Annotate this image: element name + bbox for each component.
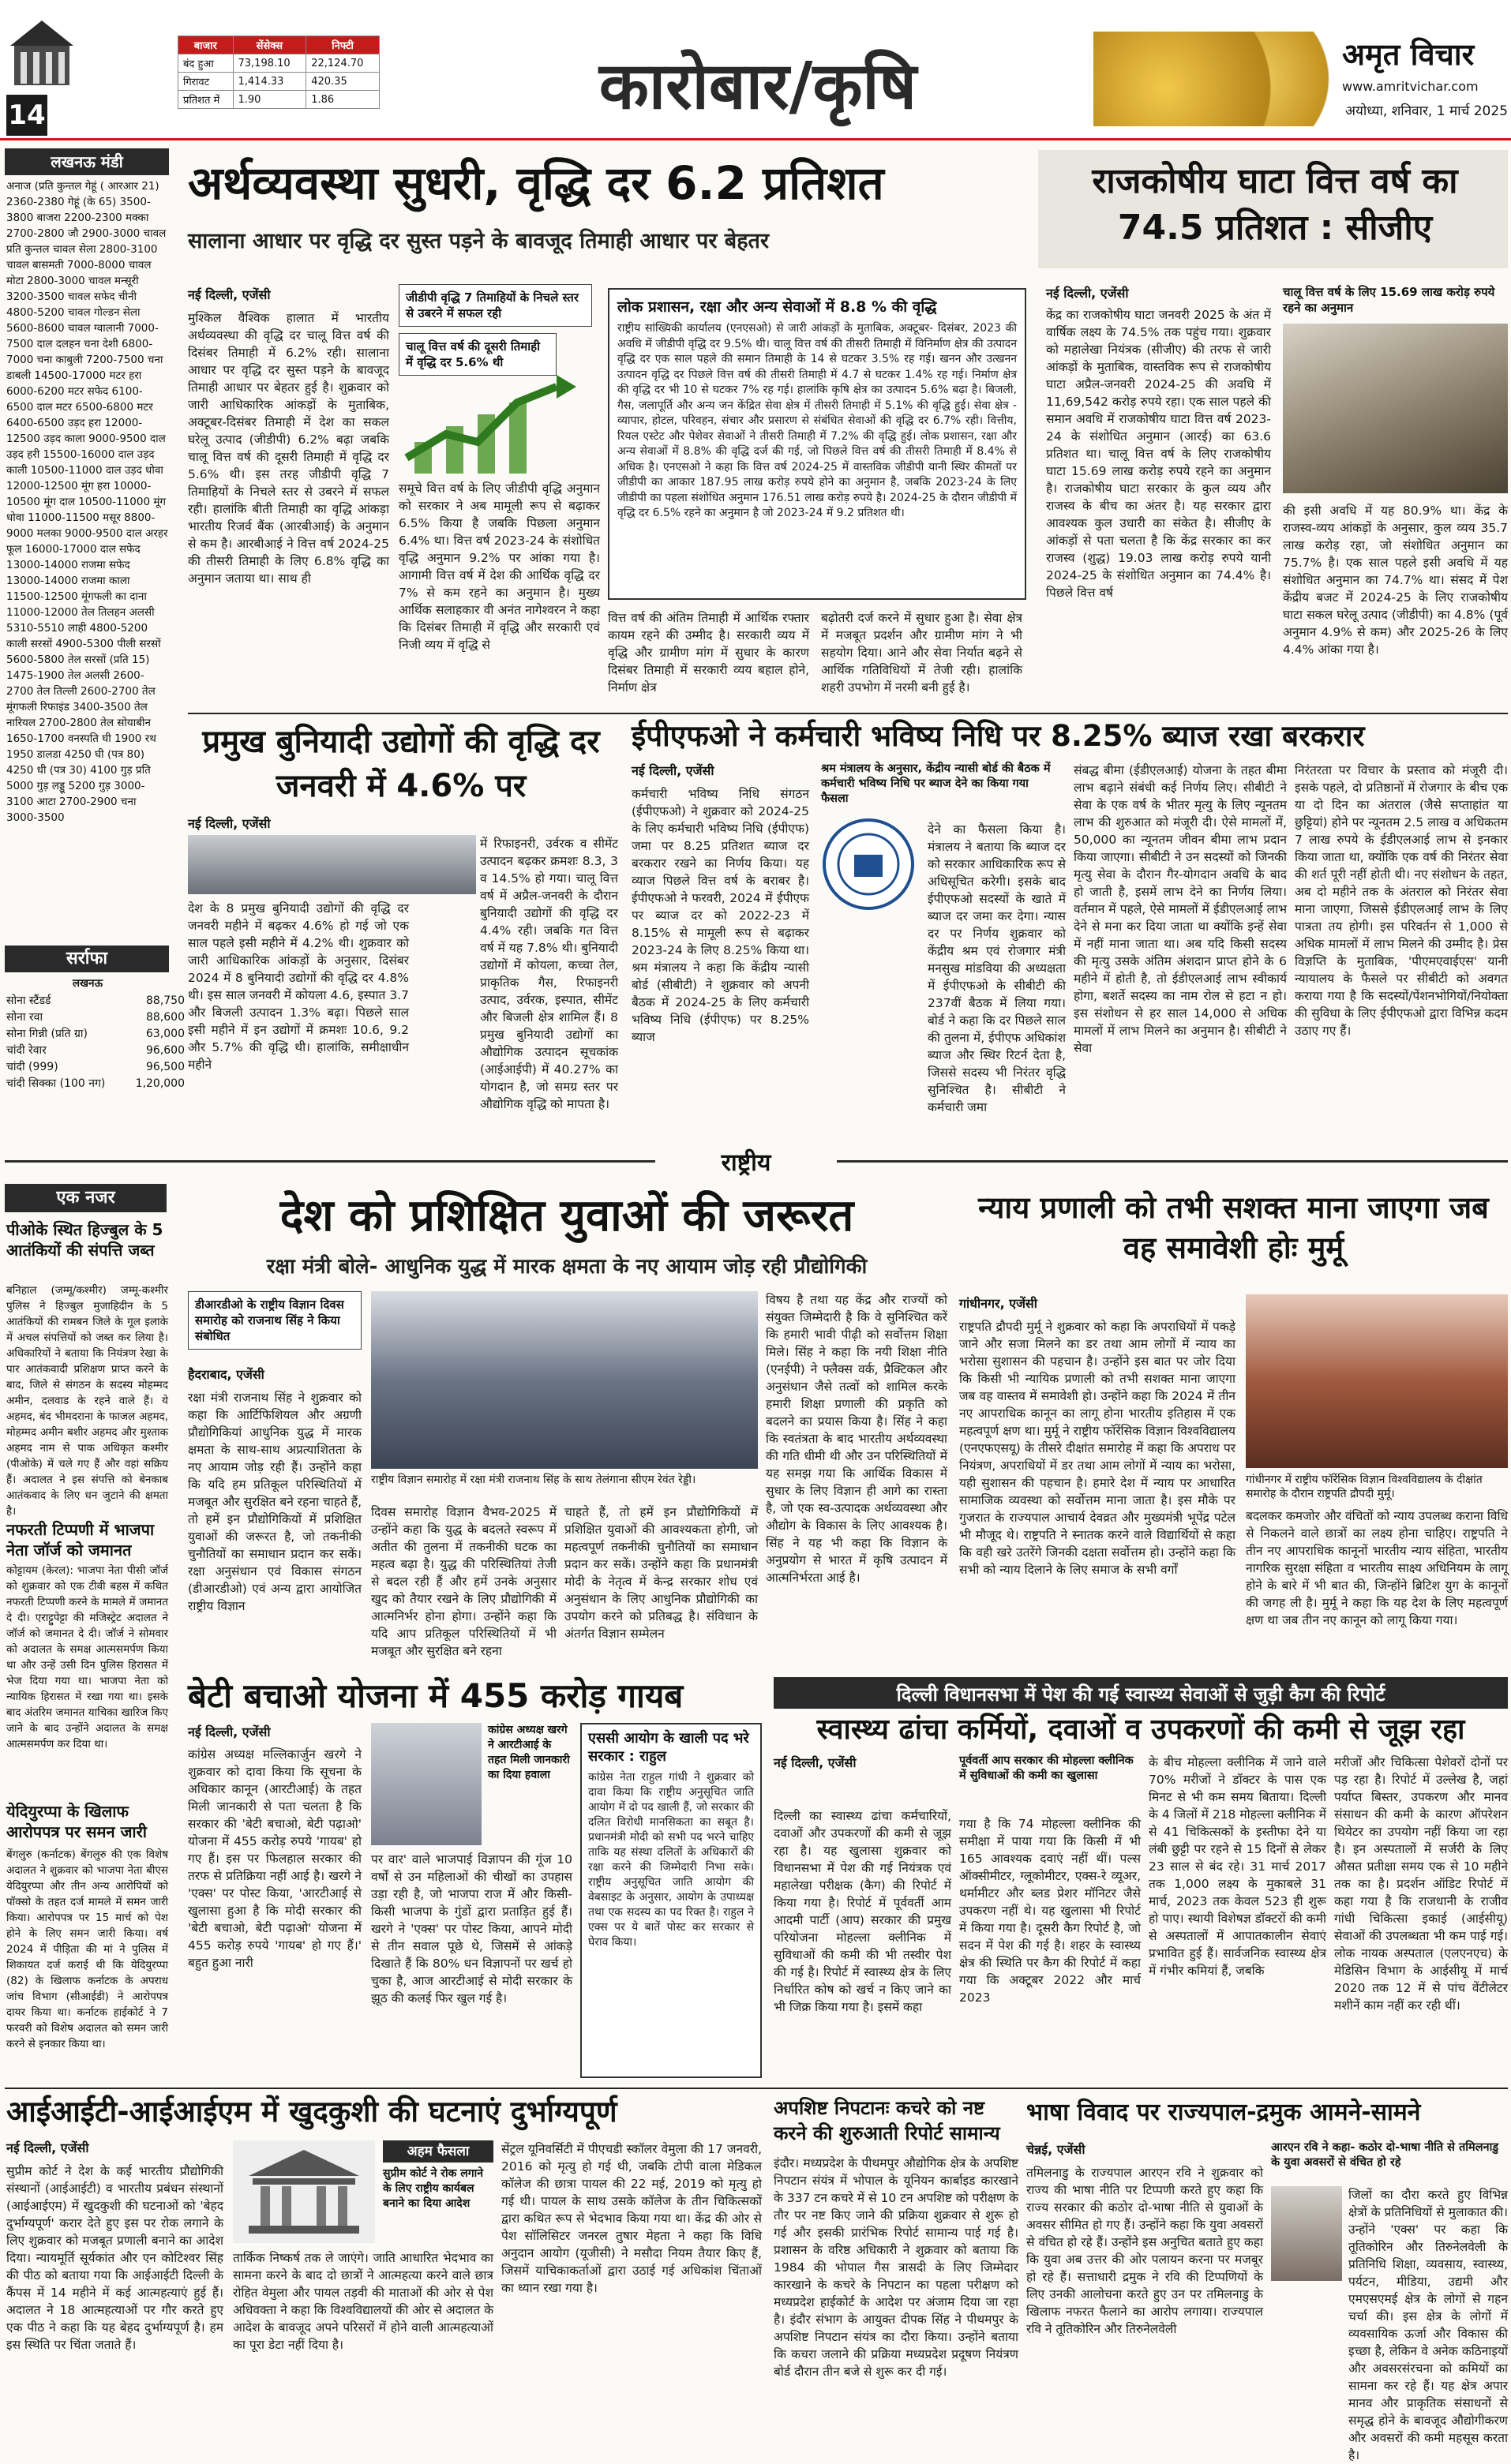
core-dateline: नई दिल्ली, एजेंसी bbox=[188, 816, 271, 831]
cag-subhead: स्वास्थ्य ढांचा कर्मियों, दवाओं व उपकरणों की कमी से जूझ रहा bbox=[816, 1713, 1465, 1746]
skill-bullet: डीआरडीओ के राष्ट्रीय विज्ञान दिवस समारोह को राजनाथ सिंह ने किया संबोधित bbox=[188, 1291, 362, 1350]
skill-col-1: रक्षा मंत्री राजनाथ सिंह ने शुक्रवार को कहा कि आर्टिफिशियल और अग्रणी प्रौद्योगिकियां आधुनिक युद्ध में मारक क्षमता के साथ-साथ अप्रत्याशितता के नए आयाम जोड़ रही हैं। उन्होंने कहा कि यदि हम प्रतिकूल परिस्थितियों में मजबूत और सुरक्षित बने रहना चाहते हैं, तो हमें इन प्रौद्योगिकियों में प्रशिक्षित युवाओं की जरूरत है, जो तकनीकी चुनौतियों का समाधान प्रदान कर सकें। रक्षा अनुसंधान एवं विकास संगठन (डीआरडीओ) एवं अन्य द्वारा आयोजित राष्ट्रीय विज्ञान bbox=[188, 1391, 362, 1613]
beti-dateline: नई दिल्ली, एजेंसी bbox=[188, 1724, 271, 1739]
beti-col-2: पर वार' वाले भाजपाई विज्ञापन की गूंज 10 वर्षों से उन महिलाओं की चीखों का उपहास उड़ा रही है, जो भाजपा राज में और किसी-किसी भाजपा के गुंडों द्वारा प्रताड़ित हुई हैं। खरगे ने 'एक्स' पर पोस्ट किया, आपने मोदी से तीन सवाल पूछे थे, जिसमें से आंकड़े दिखाते हैं कि 80% धन विज्ञापनों पर खर्च हो चुका है, आज आरटीआई से मोदी सरकार के झूठ की कलई फिर खुल गई है। bbox=[371, 1852, 572, 2005]
growth-arrow-graphic bbox=[399, 371, 604, 474]
cag-headline: दिल्ली विधानसभा में पेश की गई स्वास्थ्य सेवाओं से जुड़ी कैग की रिपोर्ट bbox=[896, 1683, 1385, 1706]
brief-3-title: येदियुरप्पा के खिलाफ आरोपपत्र पर समन जारी bbox=[6, 1802, 147, 1841]
market-cell: गिरावट bbox=[178, 73, 234, 91]
waste-text: इंदौर। मध्यप्रदेश के पीथमपुर औद्योगिक क्षेत्र के अपशिष्ट निपटान संयंत्र में भोपाल के यूनियन कार्बाइड कारखाने के 337 टन कचरे में से 10 टन अपशिष्ट को परीक्षण के तौर पर नष्ट किए जाने की प्रक्रिया शुक्रवार से शुरू हो गई और इसकी प्रारंभिक रिपोर्ट सामान्य पाई गई है। प्रशासन के वरिष्ठ अधिकारी ने शुक्रवार को बताया कि 1984 की भोपाल गैस त्रासदी के लिए जिम्मेदार कारखाने के कचरे के निपटान का पहला परीक्षण को मध्यप्रदेश हाईकोर्ट के आदेश पर अंजाम दिया जा रहा है। इंदौर संभाग के आयुक्त दीपक सिंह ने पीथमपुर के अपशिष्ट निपटान संयंत्र का दौरा किया। उन्होंने बताया कि कचरा जलाने की प्रक्रिया मध्यप्रदेश प्रदूषण नियंत्रण बोर्ड दौरान तीन बजे से शुरू कर दी गई। bbox=[774, 2156, 1018, 2379]
rahul-sidebox-title: एससी आयोग के खाली पद भरे सरकार : राहुल bbox=[588, 1730, 749, 1765]
iit-col-3: सेंट्रल यूनिवर्सिटी में पीएचडी स्कॉलर वेमुला की 17 जनवरी, 2016 को मृत्यु हो गई थी, जबकि टोपी वाला मेडिकल कॉलेज की छात्रा पायल की 22 मई, 2019 को मृत्यु हो गई थी। पायल के साथ उसके कॉलेज के तीन चिकित्सकों द्वारा कथित रूप से भेदभाव किया गया था। केंद्र की ओर से पेश सॉलिसिटर जनरल तुषार मेहता ने कहा कि विधि अनुदान आयोग (यूजीसी) ने मसौदा नियम तैयार किए हैं, जिसमें याचिकाकर्ताओं द्वारा उठाई गई अधिकांश चिंताओं का ध्यान रखा गया है। bbox=[501, 2142, 762, 2295]
market-cell: 420.35 bbox=[306, 73, 380, 91]
deficit-bullet: चालू वित्त वर्ष के लिए 15.69 लाख करोड़ रुपये रहने का अनुमान bbox=[1283, 285, 1495, 315]
gdp-col-4: बढ़ोतरी दर्ज करने में सुधार हुआ है। सेवा क्षेत्र में मजबूत प्रदर्शन और ग्रामीण मांग ने भी सहयोग दिया। आने और सेवा निर्यात बढ़ने से आर्थिक गतिविधियों में तेजी रही। हालांकि शहरी उपभोग में नरमी बनी हुई है। bbox=[821, 611, 1022, 695]
tn-col-2: जिलों का दौरा करते हुए विभिन्न क्षेत्रों के प्रतिनिधियों से मुलाकात की। उन्होंने 'एक्स' पर कहा कि तूतिकोरिन और तिरुनेलवेली के प्रतिनिधि शिक्षा, व्यवसाय, स्वास्थ्य, पर्यटन, मीडिया, उद्यमी और एमएसएमई क्षेत्र के लोगों से गहन चर्चा की। इस क्षेत्र के लोगों में व्यवसायिक ऊर्जा और विकास की इच्छा है, लेकिन वे अनेक कठिनाइयों और अवसरसंरचना को कमियों का सामना कर रहे हैं। यह क्षेत्र अपार मानव और प्राकृतिक संसाधनों से समृद्ध होने के बावजूद औद्योगीकरण और अवसरों की कमी महसूस करता है। bbox=[1348, 2188, 1508, 2462]
lower-divider bbox=[5, 2088, 1508, 2089]
tn-headline: भाषा विवाद पर राज्यपाल-द्रमुक आमने-सामने bbox=[1026, 2099, 1421, 2126]
cag-col-4: मरीजों और चिकित्सा पेशेवरों दोनों पर पड़ रहा है। रिपोर्ट में उल्लेख है, जहां पर्याप्त बिस्तर, उपकरण और मानव संसाधन की कमी के कारण ऑपरेशन थियेटर का उपयोग नहीं किया जा रहा है। इन अस्पतालों में सर्जरी के लिए औसत प्रतीक्षा समय एक से 10 महीने तक का है। प्रदर्शन ऑडिट रिपोर्ट में कहा गया है कि राजधानी के राजीव गांधी चिकित्सा इकाई (आईसीयू) सेवाओं की उपलब्धता भी कम पाई गई। लोक नायक अस्पताल (एलएनएच) के मेडिसिन विभाग के आईसीयू में मार्च 2020 तक 12 में से पांच वेंटीलेटर मशीनें काम नहीं कर रही थीं। bbox=[1334, 1755, 1508, 2013]
brand-logo: अमृत विचार bbox=[1342, 37, 1475, 72]
brief-2-text: कोट्टायम (केरल): भाजपा नेता पीसी जॉर्ज को शुक्रवार को एक टीवी बहस में कथित नफरती टिप्पणी करने के मामले में जमानत दे दी। एराट्टुपेट्टा की मजिस्ट्रेट अदालत ने जॉर्ज को जमानत दे दी। जॉर्ज ने सोमवार को अदालत के समक्ष आत्मसमर्पण किया था और उन्हें उसी दिन पुलिस हिरासत में भेज दिया गया था। भाजपा नेता को न्यायिक हिरासत में रखा गया था। इसके बाद अंतरिम जमानत याचिका खारिज किए जाने के बाद उन्होंने अदालत के समक्ष आत्मसमर्पण कर दिया था। bbox=[6, 1564, 168, 1751]
gdp-headline: अर्थव्यवस्था सुधरी, वृद्धि दर 6.2 प्रतिशत bbox=[188, 156, 884, 210]
national-band: राष्ट्रीय bbox=[655, 1146, 837, 1181]
mandi-rates: अनाज (प्रति कुन्तल गेहूं ( आरआर 21) 2360-2380 गेहूं (के 65) 3500-3800 बाजरा 2200-2300 मक्का 2700-2800 जौ 2900-3000 चावल प्रति कुन्तल चावल सेला 2800-3100 चावल बासमती 7000-8000 चावल मोटा 2800-3000 चावल मन्सूरी 3200-3500 चावल सफेद चीनी 4800-5200 चावल गोल्डन सेला 5600-8600 चावल ग्वालानी 7000-7500 दाल दलहन चना देशी 6800-7000 चना काबुली 7200-7500 चना डाबली 14500-17000 मटर हरा 6000-6200 मटर सफेद 6100-6500 दाल मटर 6500-6800 मटर 6400-6500 उड़द हरा 12000-12500 उड़द काला 9000-9500 दाल उड़द हरी 15500-16000 दाल उड़द काली 10500-11000 दाल उड़द धोवा 12000-12500 मूंग हरा 10000-10500 मूंग दाल 10500-11000 मूंग धोवा 11000-11500 मसूर 8800-9000 मलका 9000-9500 दाल अरहर फूल 16000-17000 दाल सफेद 13000-14000 राजमा सफेद 13000-14000 राजमा काला 11500-12500 मूंगफली का दाना 11000-12000 तेल तिलहन अलसी 5310-5510 लाही 4800-5200 काली सरसों 4900-5300 पीली सरसों 5600-5800 तेल सरसों (प्रति 15) 1475-1900 तेल अलसी 2600-2700 तेल तिल्ली 2600-2700 तेल मूंगफली रिफाइंड 3400-3500 तेल नारियल 2700-2800 तेल सोयाबीन 1650-1700 वनस्पति घी 1900 रथ 1950 डालडा 4250 घी (पत्र 80) 4250 धी (पत्र 30) 4100 गुड़ प्रति 5000 गुड़ लड्डू 5200 गुड़ 3000-3100 आटा 2700-2900 चना 3000-3500 bbox=[6, 180, 168, 824]
tn-bullet: आरएन रवि ने कहा- कठोर दो-भाषा नीति से तमिलनाडु के युवा अवसरों से वंचित हो रहे bbox=[1271, 2141, 1499, 2169]
epfo-dateline: नई दिल्ली, एजेंसी bbox=[632, 763, 714, 778]
ek-nazar-band: एक नजर bbox=[5, 1184, 167, 1212]
iit-dateline: नई दिल्ली, एजेंसी bbox=[6, 2140, 89, 2155]
rahul-sidebox bbox=[580, 1723, 762, 2078]
gdp-subhead: सालाना आधार पर वृद्धि दर सुस्त पड़ने के बावजूद तिमाही आधार पर बेहतर bbox=[188, 229, 769, 253]
judiciary-dateline: गांधीनगर, एजेंसी bbox=[959, 1296, 1037, 1311]
skill-dateline: हैदराबाद, एजेंसी bbox=[188, 1367, 264, 1382]
supreme-court-icon bbox=[233, 2140, 375, 2243]
market-cell: प्रतिशत में bbox=[178, 91, 234, 109]
rajnath-singh-photo bbox=[371, 1291, 758, 1469]
bullion-price: 1,20,000 bbox=[135, 1077, 185, 1090]
deficit-col-1: केंद्र का राजकोषीय घाटा जनवरी 2025 के अंत में वार्षिक लक्ष्य के 74.5% तक पहुंच गया। शुक्रवार को महालेखा नियंत्रक (सीजीए) की तरफ से जारी आंकड़ों के मुताबिक, वास्तविक रूप से राजकोषीय घाटा अप्रैल-जनवरी 2024-25 की अवधि में 11,69,542 करोड़ रुपये रहा। एक साल पहले की समान अवधि में राजकोषीय घाटा वित्त वर्ष 2023-24 के संशोधित अनुमान (आरई) का 63.6 प्रतिशत था। चालू वित्त वर्ष के लिए राजकोषीय घाटा 15.69 लाख करोड़ रुपये रहने का अनुमान है। राजकोषीय घाटा सरकार के कुल व्यय और राजस्व के बीच का अंतर है। यह सरकार द्वारा आवश्यक कुल उधारी का संकेत है। सीजीए के आंकड़ों से पता चलता है कि केंद्र सरकार का कर राजस्व (शुद्ध) 19.03 लाख करोड़ रुपये यानी 2024-25 के संशोधित अनुमान का 74.4% है। पिछले वित्त वर्ष bbox=[1046, 308, 1271, 600]
beti-col-1: कांग्रेस अध्यक्ष मल्लिकार्जुन खरगे ने शुक्रवार को दावा किया कि सूचना के अधिकार कानून (आरटीआई) के तहत मिली जानकारी से पता चलता है कि सरकार की 'बेटी बचाओ, बेटी पढ़ाओ' योजना में 455 करोड़ रुपये 'गायब' हो गए हैं। इस पर फिलहाल सरकार की तरफ से प्रतिक्रिया नहीं आई है। खरगे ने 'एक्स' पर पोस्ट किया, 'आरटीआई से खुलासा हुआ है कि मोदी सरकार की 'बेटी बचाओ, बेटी पढ़ाओ' योजना में 455 करोड़ रुपये 'गायब' हो गए हैं।' बहुत हुआ नारी bbox=[188, 1747, 362, 1970]
gdp-sector-box bbox=[608, 288, 1026, 600]
market-cell: 1.86 bbox=[306, 91, 380, 109]
tn-dateline: चेन्नई, एजेंसी bbox=[1026, 2142, 1085, 2157]
market-cell: 1.90 bbox=[233, 91, 306, 109]
gdp-bullet-2: चालू वित्त वर्ष की दूसरी तिमाही में वृद्धि दर 5.6% थी bbox=[399, 333, 557, 376]
dateline: अयोध्या, शनिवार, 1 मार्च 2025 bbox=[1345, 103, 1508, 119]
judiciary-col-2: बदलकर कमजोर और वंचितों को न्याय उपलब्ध कराना विधि से निकलने वाले छात्रों का लक्ष्य होना चाहिए। राष्ट्रपति ने तीन नए आपराधिक कानूनों भारतीय न्याय संहिता, भारतीय नागरिक सुरक्षा संहिता व भारतीय साक्ष्य अधिनियम के लागू होने के बारे में भी बात की, जिन्होंने ब्रिटिश युग के कानूनों की जगह ली है। मुर्मू ने कहा कि यह देश के लिए महत्वपूर्ण क्षण था जब तीन नए कानून को लागू किया गया। bbox=[1246, 1509, 1508, 1627]
judiciary-headline: न्याय प्रणाली को तभी सशक्त माना जाएगा जब वह समावेशी होः मुर्मू bbox=[978, 1190, 1489, 1266]
bullion-item: चांदी (999) bbox=[6, 1061, 58, 1073]
epfo-col-3: संबद्ध बीमा (ईडीएलआई) योजना के तहत बीमा लाभ बढ़ाने संबंधी कई निर्णय लिए। सीबीटी ने सेवा के एक वर्ष के भीतर मृत्यु के लिए न्यूनतम लाभ की शुरुआत को मंजूरी दी। ऐसे मामलों में, 50,000 का न्यूनतम जीवन बीमा लाभ प्रदान किया जाएगा। सीबीटी ने उन सदस्यों को जिनकी मृत्यु सेवा के दौरान गैर-योगदान अवधि के बाद हो जाती है, इसमें लाभ देने का निर्णय लिया। वर्तमान में पहले, ऐसे मामलों में ईडीएलआई लाभ देने से मना कर दिया जाता था क्योंकि इन्हें सेवा में नहीं माना जाता था। अब यदि किसी सदस्य की मृत्यु उसके अंतिम अंशदान प्राप्त होने के 6 महीने में होती है, तो ईडीएलआई लाभ स्वीकार्य होगा, बशर्ते सदस्य का नाम रोल से हटा न हो। इस संशोधन से हर साल 14,000 से अधिक मामलों में लाभ मिलने का अनुमान है। सीबीटी ने सेवा bbox=[1074, 763, 1287, 1055]
core-headline: प्रमुख बुनियादी उद्योगों की वृद्धि दर जनवरी में 4.6% पर bbox=[202, 724, 600, 804]
cag-col-2: गया है कि 74 मोहल्ला क्लीनिक की समीक्षा में पाया गया कि किसी में भी 165 आवश्यक दवाएं नहीं थीं। पल्स ऑक्सीमीटर, ग्लूकोमीटर, एक्स-रे व्यूअर, थर्मामीटर और ब्लड प्रेशर मॉनिटर जैसे उपकरण नहीं थे। यह खुलासा भी रिपोर्ट में किया गया है। दूसरी कैग रिपोर्ट है, जो सदन में पेश की गई है। शहर के स्वास्थ्य क्षेत्र की स्थिति पर कैग की रिपोर्ट में कहा गया कि अक्टूबर 2022 और मार्च 2023 bbox=[959, 1817, 1141, 2005]
bullion-price: 96,600 bbox=[146, 1044, 185, 1057]
gdp-sector-box-title: लोक प्रशासन, रक्षा और अन्य सेवाओं में 8.8 % की वृद्धि bbox=[617, 298, 937, 316]
mandi-band: लखनऊ मंडी bbox=[5, 148, 169, 175]
gdp-sector-box-text: राष्ट्रीय सांख्यिकी कार्यालय (एनएसओ) से जारी आंकड़ों के मुताबिक, अक्टूबर- दिसंबर, 2023 की अवधि में जीडीपी वृद्धि दर 9.5% थी। चालू वित्त वर्ष की तीसरी तिमाही में विनिर्माण क्षेत्र की उत्पादन वृद्धि दर एक साल पहले की समान तिमाही के 14 से घटकर 3.5% रह गई। खनन और उत्खनन उत्पादन वृद्धि दर पिछले वित्त वर्ष की तीसरी तिमाही में 4.7 से घटकर 1.4% रह गई। निर्माण क्षेत्र की वृद्धि दर भी 10 से घटकर 7% रह गई। हालांकि कृषि क्षेत्र का उत्पादन 5.6% बढ़ा है। बिजली, गैस, जलापूर्ति और अन्य जन केंद्रित सेवा क्षेत्र में तीसरी तिमाही में 5.1% की वृद्धि हुई। सेवा क्षेत्र - व्यापार, होटल, परिवहन, संचार और प्रसारण से संबंधित सेवाओं की वृद्धि दर 6.7% रही। वित्तीय, रियल एस्टेट और पेशेवर सेवाओं ने तीसरी तिमाही में 7.2% की वृद्धि हुई। लोक प्रशासन, रक्षा और अन्य सेवाओं में 8.8% की वृद्धि दर्ज की गई, जो पिछले वित्त वर्ष की तीसरी तिमाही में 8.4% से अधिक है। एनएसओ ने कहा कि वित्त वर्ष 2024-25 में वास्तविक जीडीपी यानी स्थिर कीमतों पर जीडीपी का आकार 187.95 लाख करोड़ रुपये होने का अनुमान है, जबकि 2023-24 के लिए जीडीपी का पहला संशोधित अनुमान 176.51 लाख करोड़ रुपये है। 2024-25 के दौरान जीडीपी में वृद्धि दर 6.5% रहने का अनुमान है जो 2023-24 में 9.2 प्रतिशत थी। bbox=[617, 322, 1017, 519]
gdp-col-3: वित्त वर्ष की अंतिम तिमाही में आर्थिक रफ्तार कायम रहने की उम्मीद है। सरकारी व्यय में वृद्धि और ग्रामीण मांग में सुधार के कारण दिसंबर तिमाही में सरकारी व्यय बहाल होने, निर्माण क्षेत्र bbox=[608, 611, 809, 695]
iit-col-1: सुप्रीम कोर्ट ने देश के कई भारतीय प्रौद्योगिकी संस्थानों (आईआईटी) व भारतीय प्रबंधन संस्थानों (आईआईएम) में खुदकुशी की घटनाओं को 'बेहद दुर्भाग्यपूर्ण' करार देते हुए इस पर रोक लगाने के लिए शुक्रवार को मजबूत प्रणाली बनाने का आदेश दिया। न्यायमूर्ति सूर्यकांत और एन कोटिश्वर सिंह की पीठ को बताया गया कि आईआईटी दिल्ली के कैंपस में 14 महीने में कई आत्महत्याएं हुई हैं। अदालत ने 18 आत्महत्याओं पर गौर करते हुए एक पीठ ने कहा कि यह बेहद दुर्भाग्यपूर्ण है। हम इस स्थिति पर चिंता जताते हैं। bbox=[6, 2164, 223, 2352]
bullion-table bbox=[6, 993, 185, 1092]
iit-bullet: सुप्रीम कोर्ट ने रोक लगाने के लिए राष्ट्रीय कार्यबल बनाने का दिया आदेश bbox=[383, 2167, 484, 2210]
judiciary-col-1: राष्ट्रपति द्रौपदी मुर्मू ने शुक्रवार को कहा कि अपराधियों में पकड़े जाने और सजा मिलने का डर तथा आम लोगों में न्याय का भरोसा सुशासन की पहचान है। उन्होंने इस बात पर जोर दिया कि किसी भी न्यायिक प्रणाली को तभी सशक्त माना जाएगा जब वह वास्तव में समावेशी हो। उन्होंने कहा कि 2024 में तीन नए आपराधिक कानून का लागू होना भारतीय इतिहास में एक महत्वपूर्ण क्षण था। मुर्मू ने राष्ट्रीय फॉरेंसिक विज्ञान विश्वविद्यालय (एनएफएसयू) के तीसरे दीक्षांत समारोह में कहा कि अपराध पर नियंत्रण, अपराधियों में डर तथा आम लोगों में न्याय का भरोसा, यही सुशासन की पहचान है। हमारे देश में न्याय पर आधारित सामाजिक व्यवस्था को सर्वोत्तम माना जाता है। इस मौके पर गुजरात के राज्यपाल आचार्य देवव्रत और मुख्यमंत्री भूपेंद्र पटेल भी मौजूद थे। राष्ट्रपति ने स्नातक करने वाले विद्यार्थियों से कहा कि वही खरे उतरेंगे जिनकी दक्षता सर्वोत्तम हो। उन्होंने कहा कि सभी को न्याय दिलाने के लिए समाज के सभी वर्गों bbox=[959, 1320, 1235, 1577]
market-cell: 22,124.70 bbox=[306, 54, 380, 73]
cag-dateline: नई दिल्ली, एजेंसी bbox=[774, 1755, 857, 1770]
skill-col-3: चाहते हैं, तो हमें इन प्रौद्योगिकियों में प्रशिक्षित युवाओं की आवश्यकता होगी, जो महत्वपूर्ण तकनीकी चुनौतियों का समाधान प्रदान कर सकें। उन्होंने कहा कि प्रधानमंत्री मोदी के नेतृत्व में केन्द्र सरकार शोध एवं अनुसंधान के लिए आधुनिक प्रौद्योगिकी का उपयोग करने को प्रतिबद्ध है। संविधान के अंतर्गत विज्ञान सम्मेलन bbox=[564, 1505, 758, 1641]
skill-headline: देश को प्रशिक्षित युवाओं की जरूरत bbox=[279, 1190, 854, 1241]
gdp-col-1: मुश्किल वैश्विक हालात में भारतीय अर्थव्यवस्था की वृद्धि दर चालू वित्त वर्ष की दिसंबर तिमाही में 6.2% रही। सालाना आधार पर वृद्धि दर सुस्त पड़ने के बावजूद तिमाही आधार पर बेहतर हुई है। शुक्रवार को जारी आधिकारिक आंकड़ों के मुताबिक, अक्टूबर-दिसंबर तिमाही में देश का सकल घरेलू उत्पाद (जीडीपी) 6.2% बढ़ा जबकि चालू वित्त वर्ष की दूसरी तिमाही में वृद्धि दर 5.6% थी। इस तरह जीडीपी वृद्धि 7 तिमाहियों के निचले स्तर से उबरने में सफल रही। हालांकि बीती तिमाही का वृद्धि आंकड़ा भारतीय रिजर्व बैंक (आरबीआई) के अनुमान से कम है। आरबीआई ने वित्त वर्ष 2024-25 की तीसरी तिमाही के लिए 6.8% वृद्धि का अनुमान जताया था। साथ ही bbox=[188, 311, 389, 586]
bullion-item: चांदी सिक्का (100 नग) bbox=[6, 1077, 106, 1090]
epfo-bullet: श्रम मंत्रालय के अनुसार, केंद्रीय न्यासी बोर्ड की बैठक में कर्मचारी भविष्य निधि पर ब्याज देने का किया गया फैसला bbox=[821, 762, 1051, 805]
brief-2-title: नफरती टिप्पणी में भाजपा नेता जॉर्ज को जमानत bbox=[6, 1520, 155, 1560]
market-table bbox=[178, 36, 380, 109]
bullion-band: सर्राफा bbox=[5, 946, 169, 972]
section-title: कारोबार/कृषि bbox=[598, 49, 917, 124]
epfo-col-1: कर्मचारी भविष्य निधि संगठन (ईपीएफओ) ने शुक्रवार को 2024-25 के लिए कर्मचारी भविष्य निधि (ईपीएफ) जमा पर 8.25 प्रतिशत ब्याज दर बरकरार रखने का निर्णय किया। यह व्याज पिछले वित्त वर्ष के बराबर है। ईपीएफओ ने फरवरी, 2024 में ईपीएफ पर ब्याज दर को 2022-23 में 8.15% से मामूली रूप से बढ़ाकर 2023-24 के लिए 8.25% किया था। श्रम मंत्रालय ने कहा कि केंद्रीय न्यासी बोर्ड (सीबीटी) ने शुक्रवार को अपनी बैठक में 2024-25 के लिए कर्मचारी भविष्य निधि (ईपीएफ) पर 8.25% ब्याज bbox=[632, 787, 809, 1044]
rahul-sidebox-text: कांग्रेस नेता राहुल गांधी ने शुक्रवार को दावा किया कि राष्ट्रीय अनुसूचित जाति आयोग में दो पद खाली हैं, जो सरकार की दलित विरोधी मानसिकता का सबूत है। प्रधानमंत्री मोदी को सभी पद भरने चाहिए ताकि यह संस्था दलितों के अधिकारों की रक्षा करने की जिम्मेदारी निभा सके। राष्ट्रीय अनुसूचित जाति आयोग की वेबसाइट के अनुसार, आयोग के उपाध्यक्ष तथा एक सदस्य का पद रिक्त है। राहुल ने एक्स पर ये बातें पोस्ट कर सरकार से घेराव किया। bbox=[588, 1771, 754, 1949]
deficit-headline: राजकोषीय घाटा वित्त वर्ष का 74.5 प्रतिशत : सीजीए bbox=[1092, 161, 1458, 249]
iit-col-2: तार्किक निष्कर्ष तक ले जाएंगे। जाति आधारित भेदभाव का सामना करने के बाद दो छात्रों ने आत्महत्या करने वाले छात्र रोहित वेमुला और पायल तड़वी की माताओं की ओर से पेश अधिवक्ता ने कहा कि विश्वविद्यालयों की ओर से अदालत के आदेश के बावजूद अपने परिसरों में होने वाली आत्महत्याओं का पूरा डेटा नहीं दिया है। bbox=[233, 2251, 493, 2352]
core-col-1: देश के 8 प्रमुख बुनियादी उद्योगों की वृद्धि दर जनवरी महीने में बढ़कर 4.6% हो गई जो एक साल पहले इसी महीने में 4.2% थी। शुक्रवार को जारी आधिकारिक आंकड़ों के अनुसार, दिसंबर 2024 में 8 बुनियादी उद्योगों की वृद्धि दर 4.8% थी। इस साल जनवरी में कोयला 4.6, इस्पात 3.7 और बिजली उत्पादन 1.3% बढ़ा। पिछले साल इसी महीने में इन उद्योगों में क्रमशः 10.6, 9.2 और 5.7% की वृद्धि थी। हालांकि, समीक्षाधीन महीने bbox=[188, 901, 409, 1072]
bullion-item: सोना स्टैंडर्ड bbox=[6, 994, 51, 1007]
skill-photo-caption: राष्ट्रीय विज्ञान समारोह में रक्षा मंत्री राजनाथ सिंह के साथ तेलंगाना सीएम रेवंत रेड्डी। bbox=[371, 1474, 696, 1486]
skill-col-4: विषय है तथा यह केंद्र और राज्यों को संयुक्त जिम्मेदारी है कि वे सुनिश्चित करें कि हमारी भावी पीढ़ी को सर्वोत्तम शिक्षा मिले। सिंह ने कहा कि नयी शिक्षा नीति (एनईपी) ने फ्लैक्स वर्क, प्रैक्टिकल और अनुसंधान जैसे तत्वों को शामिल करके हमारी शिक्षा प्रणाली की प्रकृति को बदलने का प्रयास किया है। सिंह ने कहा कि स्वतंत्रता के बाद भारतीय अर्थव्यवस्था की गति धीमी थी और उन परिस्थितियों में यह समझ गया कि आर्थिक विकास में सुधार के लिए विज्ञान ही आगे का रास्ता है, जो एक स्व-उत्पादक अर्थव्यवस्था और औद्योग के विकास के लिए आवश्यक है। सिंह ने यह भी कहा कि विज्ञान के अनुप्रयोग से भारत में कृषि उत्पादन में आत्मनिर्भरता आई है। bbox=[766, 1293, 947, 1585]
bullion-price: 63,000 bbox=[146, 1028, 185, 1040]
cag-col-3: के बीच मोहल्ला क्लीनिक में जाने वाले 70% मरीजों ने डॉक्टर के पास एक मिनट से भी कम समय बिताया। दिल्ली के 4 जिलों में 218 मोहल्ला क्लीनिक में से 41 चिकित्सकों के इस्तीफा देने या लंबी छुट्टी पर रहने से 15 दिनों से लेकर 23 साल से बंद रहे। 31 मार्च 2017 तक 1,000 लक्ष्य के मुकाबले 31 मार्च, 2023 तक केवल 523 ही शुरू हो पाए। स्थायी विशेषज्ञ डॉक्टरों की कमी से अस्पतालों में आपातकालीन सेवाएं प्रभावित हुई हैं। सार्वजनिक स्वास्थ्य क्षेत्र में गंभीर कमियां हैं, जबकि bbox=[1149, 1755, 1326, 1978]
page-number: 14 bbox=[6, 95, 47, 136]
building-icon bbox=[6, 14, 77, 89]
website: www.amritvichar.com bbox=[1342, 79, 1479, 94]
judiciary-photo-caption: गांधीनगर में राष्ट्रीय फॉरेंसिक विज्ञान विश्वविद्यालय के दीक्षांत समारोह के दौरान राष्ट्रपति द्रौपदी मुर्मू। bbox=[1246, 1474, 1483, 1500]
bullion-item: सोना रवा bbox=[6, 1011, 43, 1024]
deficit-dateline: नई दिल्ली, एजेंसी bbox=[1046, 286, 1129, 301]
bullion-price: 96,500 bbox=[146, 1061, 185, 1073]
coins-stack-photo bbox=[1283, 324, 1508, 493]
gold-coins-graphic bbox=[1093, 32, 1330, 126]
epfo-col-2: देने का फैसला किया है। मंत्रालय ने बताया कि ब्याज दर को सरकार आधिकारिक रूप से अधिसूचित करेगी। इसके बाद ईपीएफओ सदस्यों के खाते में ब्याज दर जमा कर देगा। न्यास दर पर निर्णय शुक्रवार को केंद्रीय श्रम एवं रोजगार मंत्री मनसुख मांडविया की अध्यक्षता में ईपीएफओ के सीबीटी की 237वीं बैठक में लिया गया। बोर्ड ने कहा कि दर पिछले साल की तुलना में, ईपीएफ अधिकांश ब्याज और स्थिर रिटर्न देता है, जिससे सदस्य भी निरंतर वृद्धि सुनिश्चित है। सीबीटी ने कर्मचारी जमा bbox=[928, 822, 1066, 1114]
bullion-price: 88,750 bbox=[146, 994, 185, 1007]
epfo-headline: ईपीएफओ ने कर्मचारी भविष्य निधि पर 8.25% ब्याज रखा बरकरार bbox=[632, 719, 1365, 753]
section-divider bbox=[188, 713, 1508, 714]
kharge-photo bbox=[371, 1723, 482, 1845]
market-header: सेंसेक्स bbox=[233, 36, 306, 54]
tn-col-1: तमिलनाडु के राज्यपाल आरएन रवि ने शुक्रवार को राज्य की भाषा नीति पर टिप्पणी करते हुए कहा कि राज्य सरकार की कठोर दो-भाषा नीति से युवाओं के अवसर सीमित हो गए हैं। उन्होंने कहा कि युवा अवसरों से वंचित हो रहे हैं। उन्होंने इस अनुचित बताते हुए कहा कि युवा अब उत्तर की ओर पलायन करना पर मजबूर हो रहे हैं। सत्ताधारी द्रमुक ने रवि की टिप्पणियों के लिए उनकी आलोचना करते हुए उन पर तमिलनाडु के खिलाफ नफरत फैलाने का आरोप लगाया। राज्यपाल रवि ने तूतिकोरिन और तिरुनेलवेली bbox=[1026, 2166, 1263, 2336]
market-header: बाजार bbox=[178, 36, 234, 54]
cag-col-1: दिल्ली का स्वास्थ्य ढांचा कर्मचारियों, दवाओं और उपकरणों की कमी से जूझ रहा है। यह खुलासा शुक्रवार को विधानसभा में पेश की गई नियंत्रक एवं महालेखा परीक्षक (कैग) की रिपोर्ट में किया गया है। रिपोर्ट में पूर्ववर्ती आम आदमी पार्टी (आप) सरकार की प्रमुख परियोजना मोहल्ला क्लीनिक में सुविधाओं की कमी की भी तस्वीर पेश की गई है। रिपोर्ट में स्वास्थ्य क्षेत्र के लिए निर्धारित कोष को खर्च न किए जाने का भी जिक्र किया गया है। इसमें कहा bbox=[774, 1809, 951, 2014]
market-header: निफ्टी bbox=[306, 36, 380, 54]
epfo-col-4: निरंतरता पर विचार के प्रस्ताव को मंजूरी दी। इसके पहले, दो प्रतिष्ठानों में रोजगार के बीच एक या दो दिन का अंतराल (जैसे सप्ताहांत या छुट्टियां) होने पर न्यूनतम 2.5 लाख व अधिकतम 7 लाख रुपये के ईडीएलआई लाभ से इनकार किया जाता था, क्योंकि एक वर्ष की निरंतर सेवा की शर्त पूरी नहीं होती थी। नए संशोधन के तहत, अब दो महीने तक के अंतराल को निरंतर सेवा माना जाएगा, जिससे ईडीएलआई लाभ के लिए पात्रता तय होगी। इस परिवर्तन से 1,000 से अधिक मामलों में लाभ मिलने की उम्मीद है। प्रेस विज्ञप्ति के मुताबिक, 'पीएमएवाईएस' यानी न्यायालय के फैसले पर सीबीटी को अवगत कराया गया है कि सदस्यों/पेंशनभोगियों/नियोक्ता की सुविधा के लिए ईपीएफओ द्वारा विभिन्न कदम उठाए गए हैं। bbox=[1295, 763, 1508, 1038]
skill-col-2: दिवस समारोह विज्ञान वैभव-2025 में उन्होंने कहा कि युद्ध के बदलते स्वरूप में अतीत की तुलना में तकनीकी घटक का महत्व बढ़ा है। युद्ध की परिस्थितियां तेजी से बदल रही हैं और हमें उनके अनुसार खुद को तैयार रखने के लिए प्रौद्योगिकी में आत्मनिर्भर होना होगा। उन्होंने कहा कि यदि आप प्रतिकूल परिस्थितियों में भी मजबूत और सुरक्षित बने रहना bbox=[371, 1505, 557, 1658]
iit-pill: अहम फैसला bbox=[383, 2140, 493, 2163]
market-cell: बंद हुआ bbox=[178, 54, 234, 73]
brief-1-text: बनिहाल (जम्मू/कश्मीर) जम्मू-कश्मीर पुलिस ने हिज्बुल मुजाहिदीन के 5 आतंकियों की रामबन जिले के गूल इलाके में अचल संपत्तियों को जब्त कर लिया है। अधिकारियों ने बताया कि नियंत्रण रेखा के पार आतंकवादी प्रशिक्षण प्राप्त करने के बाद, जिले से संगठन के सदस्य मोहम्मद अमीन, दलवाड के रहने वाले हैं। ये अहमद, बंद भीमदराना के फाजल अहमद, मोहम्मद अमीन बशीर अहमद और मुश्ताक अहमद नाम से पाक अधिकृत कश्मीर (पीओके) में चले गए हैं और वहां सक्रिय हैं। अदालत ने इस संपत्ति को बेनकाब आतंकवाद के लिए धन जुटाने की क्षमता है। bbox=[6, 1284, 168, 1518]
bullion-item: चांदी रेवार bbox=[6, 1044, 47, 1057]
deficit-col-2: की इसी अवधि में यह 80.9% था। केंद्र के राजस्व-व्यय आंकड़ों के अनुसार, कुल व्यय 35.7 लाख करोड़ रहा, जो संशोधित अनुमान का 75.7% है। एक साल पहले इसी अवधि में यह संशोधित अनुमान का 74.7% था। संसद में पेश केंद्रीय बजट में 2024-25 के लिए राजकोषीय घाटा सकल घरेलू उत्पाद (जीडीपी) का 4.8% (पूर्व अनुमान 4.9% से कम) और 2025-26 के लिए 4.4% आंका गया है। bbox=[1283, 504, 1508, 657]
beti-bullet: कांग्रेस अध्यक्ष खरगे ने आरटीआई के तहत मिली जानकारी का दिया हवाला bbox=[488, 1724, 570, 1781]
murmu-photo bbox=[1246, 1294, 1508, 1468]
gdp-col-2: समूचे वित्त वर्ष के लिए जीडीपी वृद्धि अनुमान को सरकार ने अब मामूली रूप से बढ़ाकर 6.5% किया है जबकि पिछला अनुमान 6.4% था। वित्त वर्ष 2023-24 के संशोधित वृद्धि अनुमान 9.2% पर आंका गया है। आगामी वित्त वर्ष में देश की आर्थिक वृद्धि दर 7% से कम रहने का अनुमान है। मुख्य आर्थिक सलाहकार वी अनंत नागेश्वरन ने कहा कि दिसंबर तिमाही में वृद्धि और सरकारी एवं निजी व्यय में वृद्धि से bbox=[399, 481, 600, 652]
brief-3-text: बेंगलुरु (कर्नाटक) बेंगलुरु की एक विशेष अदालत ने शुक्रवार को भाजपा नेता बीएस येदियुरप्पा और तीन अन्य आरोपियों को पॉक्सो के तहत दर्ज मामले में समन जारी किया। आरोपपत्र पर 15 मार्च को पेश होने के लिए समन जारी किया। वर्ष 2024 में पीड़िता की मां ने पुलिस में शिकायत दर्ज कराई थी कि येदियुरप्पा (82) के खिलाफ कर्नाटक के अपराध जांच विभाग (सीआईडी) ने आरोपपत्र दायर किया था। कर्नाटक हाईकोर्ट ने 7 फरवरी को विशेष अदालत को समन जारी करने से इनकार किया था। bbox=[6, 1848, 168, 2050]
governor-ravi-photo bbox=[1271, 2186, 1342, 2281]
cag-bullet: पूर्ववर्ती आप सरकार की मोहल्ला क्लीनिक में सुविधाओं की कमी का खुलासा bbox=[959, 1754, 1134, 1782]
iit-headline: आईआईटी-आईआईएम में खुदकुशी की घटनाएं दुर्भाग्यपूर्ण bbox=[6, 2095, 617, 2129]
bullion-city: लखनऊ bbox=[72, 977, 103, 990]
gdp-dateline: नई दिल्ली, एजेंसी bbox=[188, 287, 271, 302]
core-col-2: में रिफाइनरी, उर्वरक व सीमेंट उत्पादन बढ़कर क्रमशः 8.3, 3 व 14.5% हो गया। चालू वित्त वर्ष में अप्रैल-जनवरी के दौरान बुनियादी उद्योगों की वृद्धि दर 4.4% रही। जबकि गत वित्त वर्ष में यह 7.8% थी। बुनियादी उद्योगों में कोयला, कच्चा तेल, प्राकृतिक गैस, रिफाइनरी उत्पाद, उर्वरक, इस्पात, सीमेंट और बिजली क्षेत्र शामिल हैं। 8 प्रमुख बुनियादी उद्योगों का औद्योगिक उत्पादन सूचकांक (आईआईपी) में 40.27% का योगदान है, जो समग्र स्तर पर औद्योगिक वृद्धि को मापता है। bbox=[480, 837, 618, 1111]
brief-1-title: पीओके स्थित हिज्बुल के 5 आतंकियों की संपत्ति जब्त bbox=[6, 1220, 163, 1260]
skill-subhead: रक्षा मंत्री बोले- आधुनिक युद्ध में मारक क्षमता के नए आयाम जोड़ रही प्रौद्योगिकी bbox=[266, 1255, 868, 1279]
beti-headline: बेटी बचाओ योजना में 455 करोड़ गायब bbox=[188, 1676, 684, 1715]
waste-headline: अपशिष्ट निपटानः कचरे को नष्ट करने की शुरुआती रिपोर्ट सामान्य bbox=[774, 2097, 1000, 2145]
bullion-price: 88,600 bbox=[146, 1011, 185, 1024]
epfo-logo-icon bbox=[821, 817, 916, 912]
market-cell: 73,198.10 bbox=[233, 54, 306, 73]
market-cell: 1,414.33 bbox=[233, 73, 306, 91]
bullion-item: सोना गिन्नी (प्रति ग्रा) bbox=[6, 1028, 88, 1040]
gdp-bullet-1: जीडीपी वृद्धि 7 तिमाहियों के निचले स्तर से उबरने में सफल रही bbox=[399, 284, 592, 327]
